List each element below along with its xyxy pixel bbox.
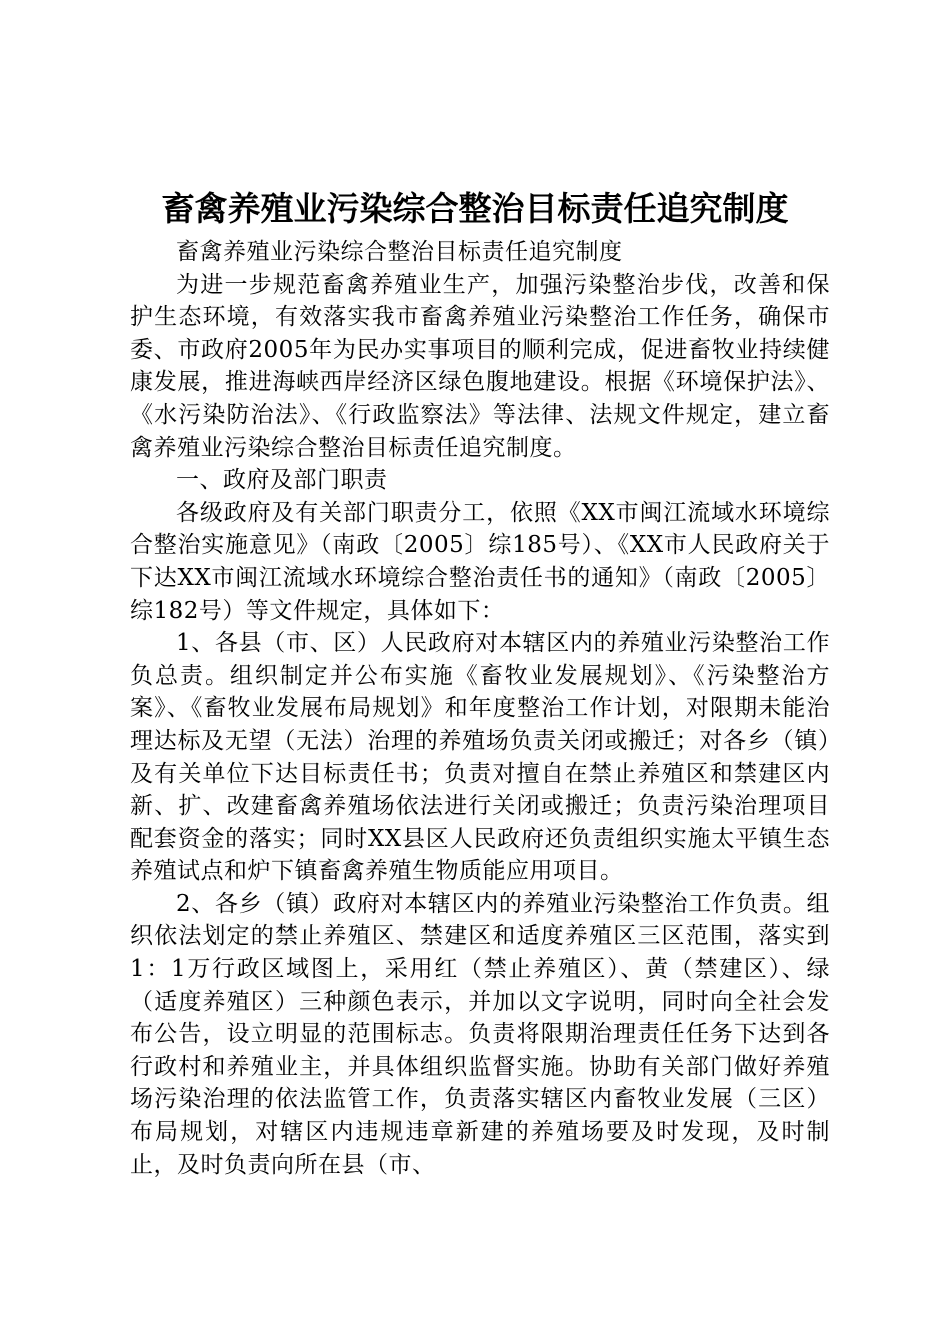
paragraph-subtitle: 畜禽养殖业污染综合整治目标责任追究制度 [176,239,623,265]
paragraph-item-1: 1、各县（市、区）人民政府对本辖区内的养殖业污染整治工作负总责。组织制定并公布实施《畜牧业发展规划》、《污染整治方案》、《畜牧业发展布局规划》和年度整治工作计划，对限期未能治理达标及无望（无法）治理的养殖场负责关闭或搬迁；对各乡（镇）及有关单位下达目标责任书；负责对擅自在禁止养殖区和禁建区内新、扩、改建畜禽养殖场依法进行关闭或搬迁；负责污染治理项目配套资金的落实；同时XX县区人民政府还负责组织实施太平镇生态养殖试点和炉下镇畜禽养殖生物质能应用项目。 [130,630,830,885]
document-body [130,236,830,1181]
paragraph-intro: 为进一步规范畜禽养殖业生产，加强污染整治步伐，改善和保护生态环境，有效落实我市畜禽养殖业污染整治工作任务，确保市委、市政府2005年为民办实事项目的顺利完成，促进畜牧业持续健康发展，推进海峡西岸经济区绿色腹地建设。根据《环境保护法》、《水污染防治法》、《行政监察法》等法律、法规文件规定，建立畜禽养殖业污染综合整治目标责任追究制度。 [130,271,830,461]
paragraph-duties: 各级政府及有关部门职责分工，依照《XX市闽江流域水环境综合整治实施意见》（南政〔2005〕综185号）、《XX市人民政府关于下达XX市闽江流域水环境综合整治责任书的通知》（南政〔2005〕综182号）等文件规定，具体如下： [130,499,830,624]
section-heading: 一、政府及部门职责 [176,467,388,494]
paragraph-item-2: 2、各乡（镇）政府对本辖区内的养殖业污染整治工作负责。组织依法划定的禁止养殖区、禁建区和适度养殖区三区范围，落实到1：1万行政区域图上，采用红（禁止养殖区）、黄（禁建区）、绿（适度养殖区）三种颜色表示，并加以文字说明，同时向全社会发布公告，设立明显的范围标志。负责将限期治理责任任务下达到各行政村和养殖业主，并具体组织监督实施。协助有关部门做好养殖场污染治理的依法监管工作，负责落实辖区内畜牧业发展（三区）布局规划，对辖区内违规违章新建的养殖场要及时发现，及时制止，及时负责向所在县（市、 [130,890,830,1178]
document-title: 畜禽养殖业污染综合整治目标责任追究制度 [161,189,789,228]
